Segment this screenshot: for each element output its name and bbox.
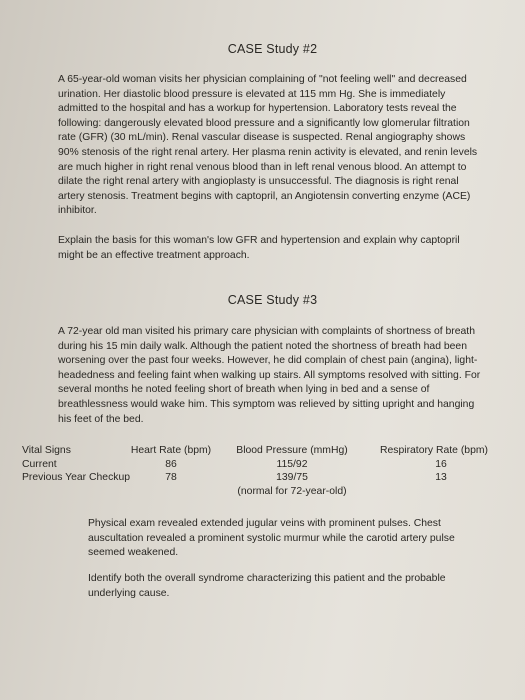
- respiratory-rate-column: [380, 444, 502, 485]
- table-cell: 13: [435, 472, 447, 484]
- table-cell: 16: [435, 458, 447, 470]
- blood-pressure-note: (normal for 72-year-old): [237, 485, 347, 497]
- row-label: Previous Year Checkup: [22, 472, 131, 484]
- case-study-3-body: A 72-year old man visited his primary care physician with complaints of shortness of breath during his 15 min daily walk. Although the patient noted the shortness of breath had been worsening over the past four weeks. However, he did complain of chest pain (angina), light-headedness and feeling faint when walking up stairs. All symptoms resolved with sitting. For several months he noted feeling short of breath when lying in bed and a sense of breathlessness would wake him. This symptom was relieved by sitting upright and hanging his feet of the bed.: [58, 326, 481, 425]
- blood-pressure-column: [230, 444, 354, 498]
- case-study-3-question: Identify both the overall syndrome characterizing this patient and the probable underlying cause.: [88, 573, 446, 599]
- table-cell: 78: [165, 472, 177, 484]
- column-header: Vital Signs: [22, 445, 71, 456]
- case-study-3-exam: Physical exam revealed extended jugular veins with prominent pulses. Chest auscultation revealed a prominent systolic murmur while the carotid artery pulse seemed weakened.: [88, 518, 455, 559]
- vital-signs-table: [22, 444, 502, 504]
- case-study-2-question: Explain the basis for this woman's low GFR and hypertension and explain why captopril might be an effective treatment approach.: [58, 235, 460, 261]
- case-study-3-title: CASE Study #3: [227, 293, 318, 307]
- case-study-2-body: A 65-year-old woman visits her physician complaining of "not feeling well" and decreased urination. Her diastolic blood pressure is elevated at 115 mm Hg. She is immediately admitted to the hospital and has a workup for hypertension. Laboratory tests reveal the following: dangerously elevated blood pressure and a significantly low glomerular filtration rate (GFR) (30 mL/min). Renal vascular disease is suspected. Renal angiography shows 90% stenosis of the right renal artery. Her plasma renin activity is elevated, and renin levels are much higher in right renal venous blood than in left renal venous blood. An attempt to dilate the right renal artery with angioplasty is unsuccessful. The diagnosis is right renal artery stenosis. Treatment begins with captopril, an Angiotensin converting enzyme (ACE) inhibitor.: [58, 74, 478, 217]
- row-label: Current: [22, 458, 57, 470]
- table-cell: 86: [165, 458, 177, 470]
- column-header: Heart Rate (bpm): [130, 445, 212, 456]
- table-cell: 139/75: [276, 472, 308, 484]
- case-study-2-title: CASE Study #2: [227, 42, 318, 56]
- column-header: Respiratory Rate (bpm): [380, 445, 488, 456]
- heart-rate-column: [126, 444, 216, 485]
- column-header: Blood Pressure (mmHg): [236, 445, 348, 456]
- table-cell: 115/92: [276, 458, 308, 470]
- vital-signs-column: [22, 444, 130, 485]
